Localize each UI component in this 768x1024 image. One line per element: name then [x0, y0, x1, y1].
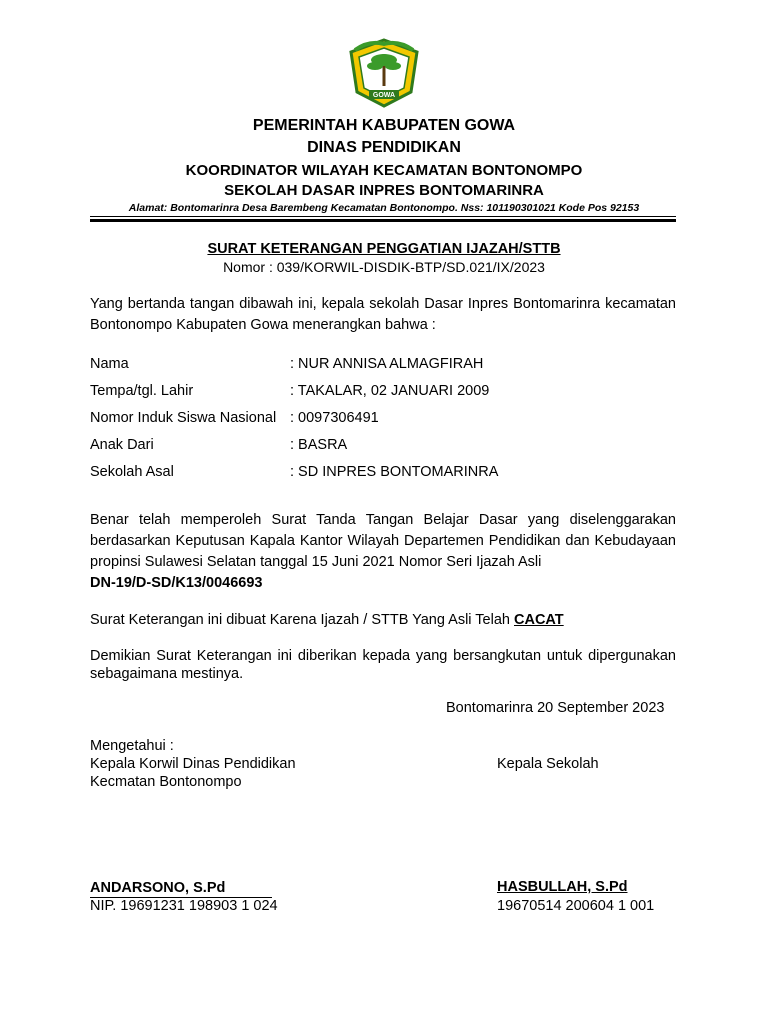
body-paragraph	[90, 510, 676, 594]
field-value-school: : SD INPRES BONTOMARINRA	[290, 464, 499, 480]
letter-number: Nomor : 039/KORWIL-DISDIK-BTP/SD.021/IX/2023	[223, 259, 545, 275]
reason-text: Surat Keterangan ini dibuat Karena Ijazah / STTB Yang Asli Telah	[90, 612, 510, 628]
reason-status: CACAT	[514, 612, 564, 628]
emblem-label: GOWA	[372, 92, 396, 99]
header-government: PEMERINTAH KABUPATEN GOWA	[252, 117, 516, 134]
header-divider-thin	[90, 216, 676, 217]
left-signatory-name: ANDARSONO, S.Pd	[90, 880, 226, 896]
right-signatory-nip: 19670514 200604 1 001	[497, 898, 655, 914]
right-role: Kepala Sekolah	[497, 756, 599, 772]
field-label-school: Sekolah Asal	[90, 464, 174, 480]
letter-title: SURAT KETERANGAN PENGGATIAN IJAZAH/STTB	[207, 241, 561, 257]
header-divider-thick	[90, 219, 676, 222]
field-value-parent: : BASRA	[290, 437, 348, 453]
intro-paragraph: Yang bertanda tangan dibawah ini, kepala sekolah Dasar Inpres Bontomarinra kecamatan Bontonompo Kabupaten Gowa menerangkan bahwa :	[90, 296, 676, 333]
place-date: Bontomarinra 20 September 2023	[446, 700, 665, 716]
field-value-birth: : TAKALAR, 02 JANUARI 2009	[290, 383, 490, 399]
signature-left-block	[90, 737, 296, 791]
field-label-birth: Tempa/tgl. Lahir	[90, 383, 194, 399]
field-label-parent: Anak Dari	[90, 437, 154, 453]
gowa-regency-emblem	[349, 38, 419, 108]
field-value-nisn: : 0097306491	[290, 410, 379, 426]
field-label-name: Nama	[90, 356, 129, 372]
body-text: Benar telah memperoleh Surat Tanda Tangan Belajar Dasar yang diselenggarakan berdasarkan Keputusan Kapala Kantor Wilayah Departemen Pendidikan dan Kebudayaan propinsi Sulawesi Selatan tanggal 15 Juni 2021 Nomor Seri Ijazah Asli	[90, 512, 676, 570]
header-address: Alamat: Bontomarinra Desa Barembeng Kecamatan Bontonompo. Nss: 101190301021 Kode Pos 92153	[128, 202, 640, 214]
acknowledged-label: Mengetahui :	[90, 738, 174, 754]
header-school: SEKOLAH DASAR INPRES BONTOMARINRA	[224, 182, 544, 199]
right-signatory-name: HASBULLAH, S.Pd	[497, 879, 628, 895]
certificate-serial: DN-19/D-SD/K13/0046693	[90, 575, 263, 591]
left-role-2: Kecmatan Bontonompo	[90, 774, 242, 790]
left-signatory-nip: NIP. 19691231 198903 1 024	[90, 898, 278, 914]
reason-paragraph	[90, 610, 676, 631]
closing-paragraph: Demikian Surat Keterangan ini diberikan kepada yang bersangkutan untuk dipergunakan sebagaimana mestinya.	[90, 648, 676, 682]
field-label-nisn: Nomor Induk Siswa Nasional	[90, 410, 277, 426]
header-department: DINAS PENDIDIKAN	[307, 139, 461, 156]
left-role-1: Kepala Korwil Dinas Pendidikan	[90, 756, 296, 772]
field-value-name: : NUR ANNISA ALMAGFIRAH	[290, 356, 484, 372]
header-coordinator: KOORDINATOR WILAYAH KECAMATAN BONTONOMPO	[185, 162, 583, 179]
